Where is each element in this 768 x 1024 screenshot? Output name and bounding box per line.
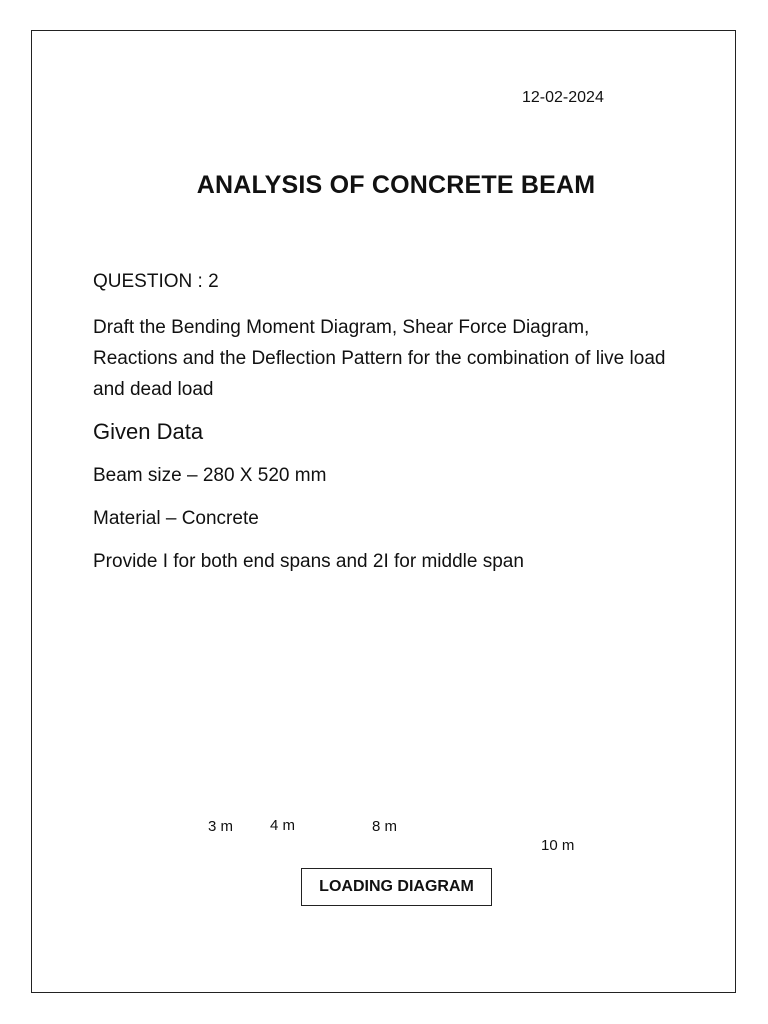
loading-diagram-caption: LOADING DIAGRAM [301,868,492,906]
dimension-label: 3 m [208,818,234,835]
document-date: 12-02-2024 [522,89,604,106]
dimension-label: 4 m [270,817,296,834]
question-text: Draft the Bending Moment Diagram, Shear Force Diagram, Reactions and the Deflection Pattern for the combination of live load and dead load [93,317,666,400]
given-data-heading: Given Data [93,419,204,444]
dimension-label: 8 m [372,818,398,835]
beam-size-text: Beam size – 280 X 520 mm [93,465,327,486]
instruction-text: Provide I for both end spans and 2I for middle span [93,551,524,572]
document-title: ANALYSIS OF CONCRETE BEAM [196,171,596,199]
question-label: QUESTION : 2 [93,271,219,292]
material-text: Material – Concrete [93,508,259,529]
dimension-label: 10 m [541,837,575,854]
